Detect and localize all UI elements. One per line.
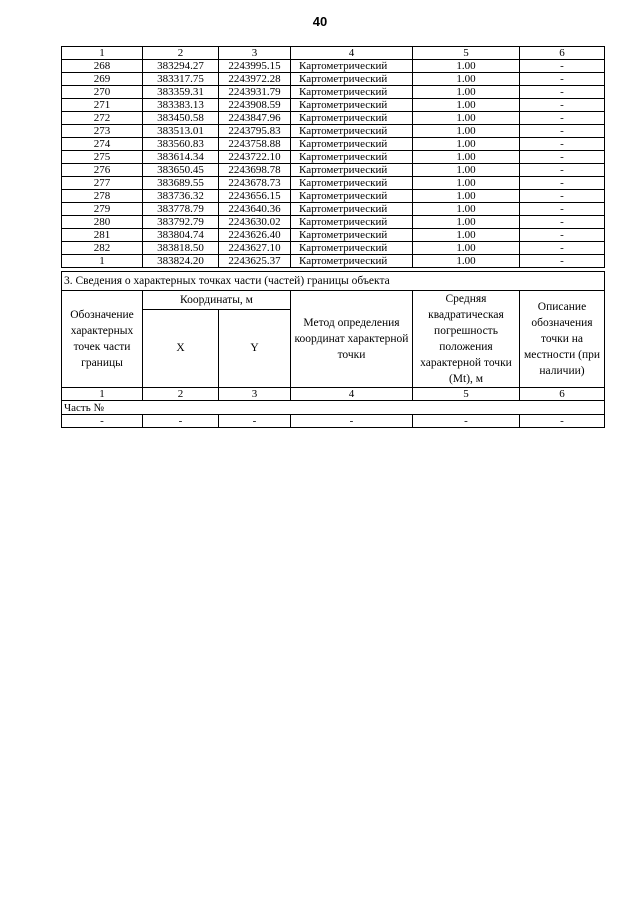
method-cell: Картометрический — [291, 112, 413, 125]
point-number-cell: 1 — [62, 255, 143, 268]
y-coordinate-cell: 2243972.28 — [219, 73, 291, 86]
point-number-cell: 273 — [62, 125, 143, 138]
column-number: 1 — [62, 388, 143, 401]
error-cell: 1.00 — [413, 73, 520, 86]
method-cell: Картометрический — [291, 190, 413, 203]
y-coordinate-cell: 2243795.83 — [219, 125, 291, 138]
column-number: 6 — [520, 47, 605, 60]
error-cell: 1.00 — [413, 255, 520, 268]
x-coordinate-cell: 383513.01 — [143, 125, 219, 138]
description-cell: - — [520, 138, 605, 151]
method-cell: Картометрический — [291, 73, 413, 86]
column-number: 2 — [143, 47, 219, 60]
description-cell: - — [520, 60, 605, 73]
x-coordinate-cell: 383383.13 — [143, 99, 219, 112]
description-cell: - — [520, 151, 605, 164]
description-cell: - — [520, 86, 605, 99]
table-row — [62, 229, 605, 242]
error-cell: 1.00 — [413, 203, 520, 216]
y-coordinate-cell: 2243758.88 — [219, 138, 291, 151]
point-number-cell: 277 — [62, 177, 143, 190]
point-number-cell: 281 — [62, 229, 143, 242]
x-coordinate-cell: 383294.27 — [143, 60, 219, 73]
x-coordinate-cell: 383689.55 — [143, 177, 219, 190]
point-number-cell: 270 — [62, 86, 143, 99]
section-title-row — [62, 272, 605, 291]
table-row — [62, 73, 605, 86]
table-row — [62, 60, 605, 73]
y-coordinate-cell: 2243630.02 — [219, 216, 291, 229]
header-y: Y — [219, 309, 291, 387]
error-cell: 1.00 — [413, 125, 520, 138]
y-coordinate-cell: 2243698.78 — [219, 164, 291, 177]
point-number-cell: 271 — [62, 99, 143, 112]
y-coordinate-cell: 2243678.73 — [219, 177, 291, 190]
x-coordinate-cell: 383650.45 — [143, 164, 219, 177]
description-cell: - — [520, 242, 605, 255]
point-number-cell: 272 — [62, 112, 143, 125]
description-cell: - — [520, 255, 605, 268]
column-number: 6 — [520, 388, 605, 401]
table-row — [62, 177, 605, 190]
error-cell: 1.00 — [413, 177, 520, 190]
y-coordinate-cell: 2243656.15 — [219, 190, 291, 203]
method-cell: Картометрический — [291, 203, 413, 216]
x-coordinate-cell: 383317.75 — [143, 73, 219, 86]
description-cell: - — [520, 112, 605, 125]
table-row — [62, 86, 605, 99]
page-number: 40 — [312, 14, 328, 29]
description-cell: - — [520, 99, 605, 112]
section-column-number-row — [62, 388, 605, 401]
x-coordinate-cell: 383818.50 — [143, 242, 219, 255]
point-number-cell: 276 — [62, 164, 143, 177]
table-row — [62, 138, 605, 151]
column-number: 3 — [219, 388, 291, 401]
description-cell: - — [520, 229, 605, 242]
x-coordinate-cell: 383736.32 — [143, 190, 219, 203]
y-coordinate-cell: 2243627.10 — [219, 242, 291, 255]
header-x: X — [143, 309, 219, 387]
point-number-cell: 279 — [62, 203, 143, 216]
empty-cell: - — [291, 415, 413, 428]
point-number-cell: 268 — [62, 60, 143, 73]
y-coordinate-cell: 2243931.79 — [219, 86, 291, 99]
x-coordinate-cell: 383778.79 — [143, 203, 219, 216]
table-row — [62, 99, 605, 112]
point-number-cell: 278 — [62, 190, 143, 203]
column-number: 2 — [143, 388, 219, 401]
error-cell: 1.00 — [413, 242, 520, 255]
header-description: Описание обозначения точки на местности (при наличии) — [520, 291, 605, 388]
error-cell: 1.00 — [413, 216, 520, 229]
header-coordinates: Координаты, м — [143, 291, 291, 310]
error-cell: 1.00 — [413, 229, 520, 242]
y-coordinate-cell: 2243908.59 — [219, 99, 291, 112]
error-cell: 1.00 — [413, 112, 520, 125]
description-cell: - — [520, 216, 605, 229]
point-number-cell: 274 — [62, 138, 143, 151]
empty-data-row — [62, 415, 605, 428]
part-label: Часть № — [62, 401, 605, 415]
table-row — [62, 125, 605, 138]
section-title: 3. Сведения о характерных точках части (частей) границы объекта — [62, 272, 605, 291]
description-cell: - — [520, 177, 605, 190]
method-cell: Картометрический — [291, 242, 413, 255]
column-number: 3 — [219, 47, 291, 60]
description-cell: - — [520, 203, 605, 216]
table-row — [62, 151, 605, 164]
column-number: 1 — [62, 47, 143, 60]
method-cell: Картометрический — [291, 125, 413, 138]
column-number: 4 — [291, 47, 413, 60]
y-coordinate-cell: 2243722.10 — [219, 151, 291, 164]
error-cell: 1.00 — [413, 138, 520, 151]
error-cell: 1.00 — [413, 86, 520, 99]
y-coordinate-cell: 2243995.15 — [219, 60, 291, 73]
method-cell: Картометрический — [291, 229, 413, 242]
point-number-cell: 280 — [62, 216, 143, 229]
error-cell: 1.00 — [413, 151, 520, 164]
y-coordinate-cell: 2243847.96 — [219, 112, 291, 125]
empty-cell: - — [219, 415, 291, 428]
error-cell: 1.00 — [413, 164, 520, 177]
description-cell: - — [520, 190, 605, 203]
part-row — [62, 401, 605, 415]
x-coordinate-cell: 383359.31 — [143, 86, 219, 99]
method-cell: Картометрический — [291, 177, 413, 190]
table-row — [62, 242, 605, 255]
x-coordinate-cell: 383614.34 — [143, 151, 219, 164]
y-coordinate-cell: 2243640.36 — [219, 203, 291, 216]
header-designation: Обозначение характерных точек части границы — [62, 291, 143, 388]
column-number: 5 — [413, 47, 520, 60]
x-coordinate-cell: 383824.20 — [143, 255, 219, 268]
boundary-points-table — [61, 46, 605, 428]
column-number: 4 — [291, 388, 413, 401]
y-coordinate-cell: 2243626.40 — [219, 229, 291, 242]
header-method: Метод определения координат характерной точки — [291, 291, 413, 388]
table-row — [62, 164, 605, 177]
x-coordinate-cell: 383804.74 — [143, 229, 219, 242]
column-number: 5 — [413, 388, 520, 401]
method-cell: Картометрический — [291, 86, 413, 99]
error-cell: 1.00 — [413, 99, 520, 112]
description-cell: - — [520, 73, 605, 86]
error-cell: 1.00 — [413, 190, 520, 203]
point-number-cell: 269 — [62, 73, 143, 86]
x-coordinate-cell: 383450.58 — [143, 112, 219, 125]
method-cell: Картометрический — [291, 255, 413, 268]
method-cell: Картометрический — [291, 138, 413, 151]
table-row — [62, 255, 605, 268]
x-coordinate-cell: 383792.79 — [143, 216, 219, 229]
table-row — [62, 112, 605, 125]
description-cell: - — [520, 125, 605, 138]
method-cell: Картометрический — [291, 60, 413, 73]
empty-cell: - — [520, 415, 605, 428]
table-row — [62, 203, 605, 216]
point-number-cell: 282 — [62, 242, 143, 255]
empty-cell: - — [143, 415, 219, 428]
column-number-row — [62, 47, 605, 60]
empty-cell: - — [413, 415, 520, 428]
x-coordinate-cell: 383560.83 — [143, 138, 219, 151]
point-number-cell: 275 — [62, 151, 143, 164]
method-cell: Картометрический — [291, 216, 413, 229]
section-header-row — [62, 291, 605, 310]
description-cell: - — [520, 164, 605, 177]
table-row — [62, 190, 605, 203]
y-coordinate-cell: 2243625.37 — [219, 255, 291, 268]
table-row — [62, 216, 605, 229]
method-cell: Картометрический — [291, 151, 413, 164]
header-error: Средняя квадратическая погрешность положения характерной точки (Mt), м — [413, 291, 520, 388]
error-cell: 1.00 — [413, 60, 520, 73]
method-cell: Картометрический — [291, 99, 413, 112]
method-cell: Картометрический — [291, 164, 413, 177]
empty-cell: - — [62, 415, 143, 428]
